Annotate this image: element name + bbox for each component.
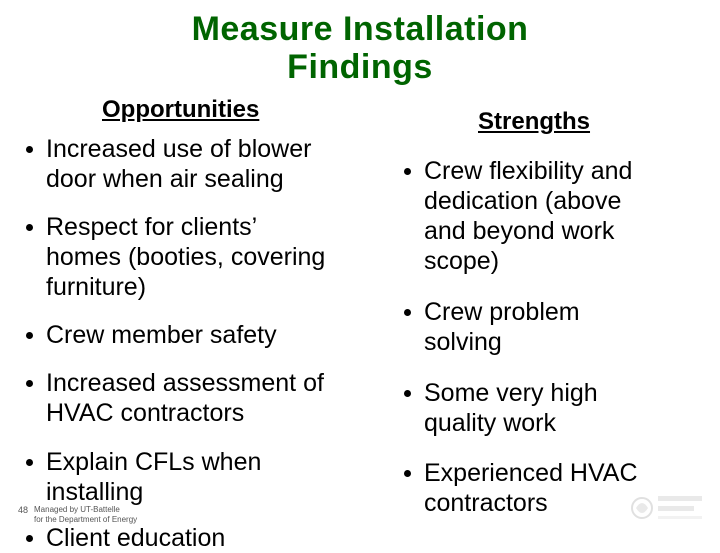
bullet-icon (26, 224, 33, 231)
list-item: Explain CFLs when installing (22, 447, 367, 507)
list-item: Crew member safety (22, 320, 367, 350)
bullet-icon (26, 535, 33, 542)
list-item: Crew problem solving (400, 297, 700, 357)
bullet-icon (26, 146, 33, 153)
title-line-2: Findings (287, 48, 433, 86)
logo-watermark-icon (630, 488, 710, 528)
list-item: Some very high quality work (400, 378, 700, 438)
strengths-heading: Strengths (478, 108, 591, 135)
title-line-1: Measure Installation (191, 10, 529, 48)
bullet-icon (404, 168, 411, 175)
list-item: Increased assessment of HVAC contractors (22, 368, 367, 428)
list-item: Respect for clients’ homes (booties, covering furniture) (22, 212, 367, 302)
page-number: 48 (18, 505, 29, 515)
bullet-icon (404, 309, 411, 316)
list-item: Crew flexibility and dedication (above and beyond work scope) (400, 156, 700, 276)
bullet-icon (26, 380, 33, 387)
list-item: Experienced HVAC contractors (400, 458, 700, 518)
bullet-icon (404, 390, 411, 397)
footer-org-text: Managed by UT-Battelle for the Department of Energy (34, 505, 138, 524)
slide-title (0, 10, 720, 86)
bullet-icon (26, 332, 33, 339)
bullet-icon (26, 459, 33, 466)
bullet-icon (404, 470, 411, 477)
list-item: Increased use of blower door when air sealing (22, 134, 367, 194)
list-item: Client education (22, 523, 367, 553)
opportunities-heading: Opportunities (102, 96, 260, 123)
